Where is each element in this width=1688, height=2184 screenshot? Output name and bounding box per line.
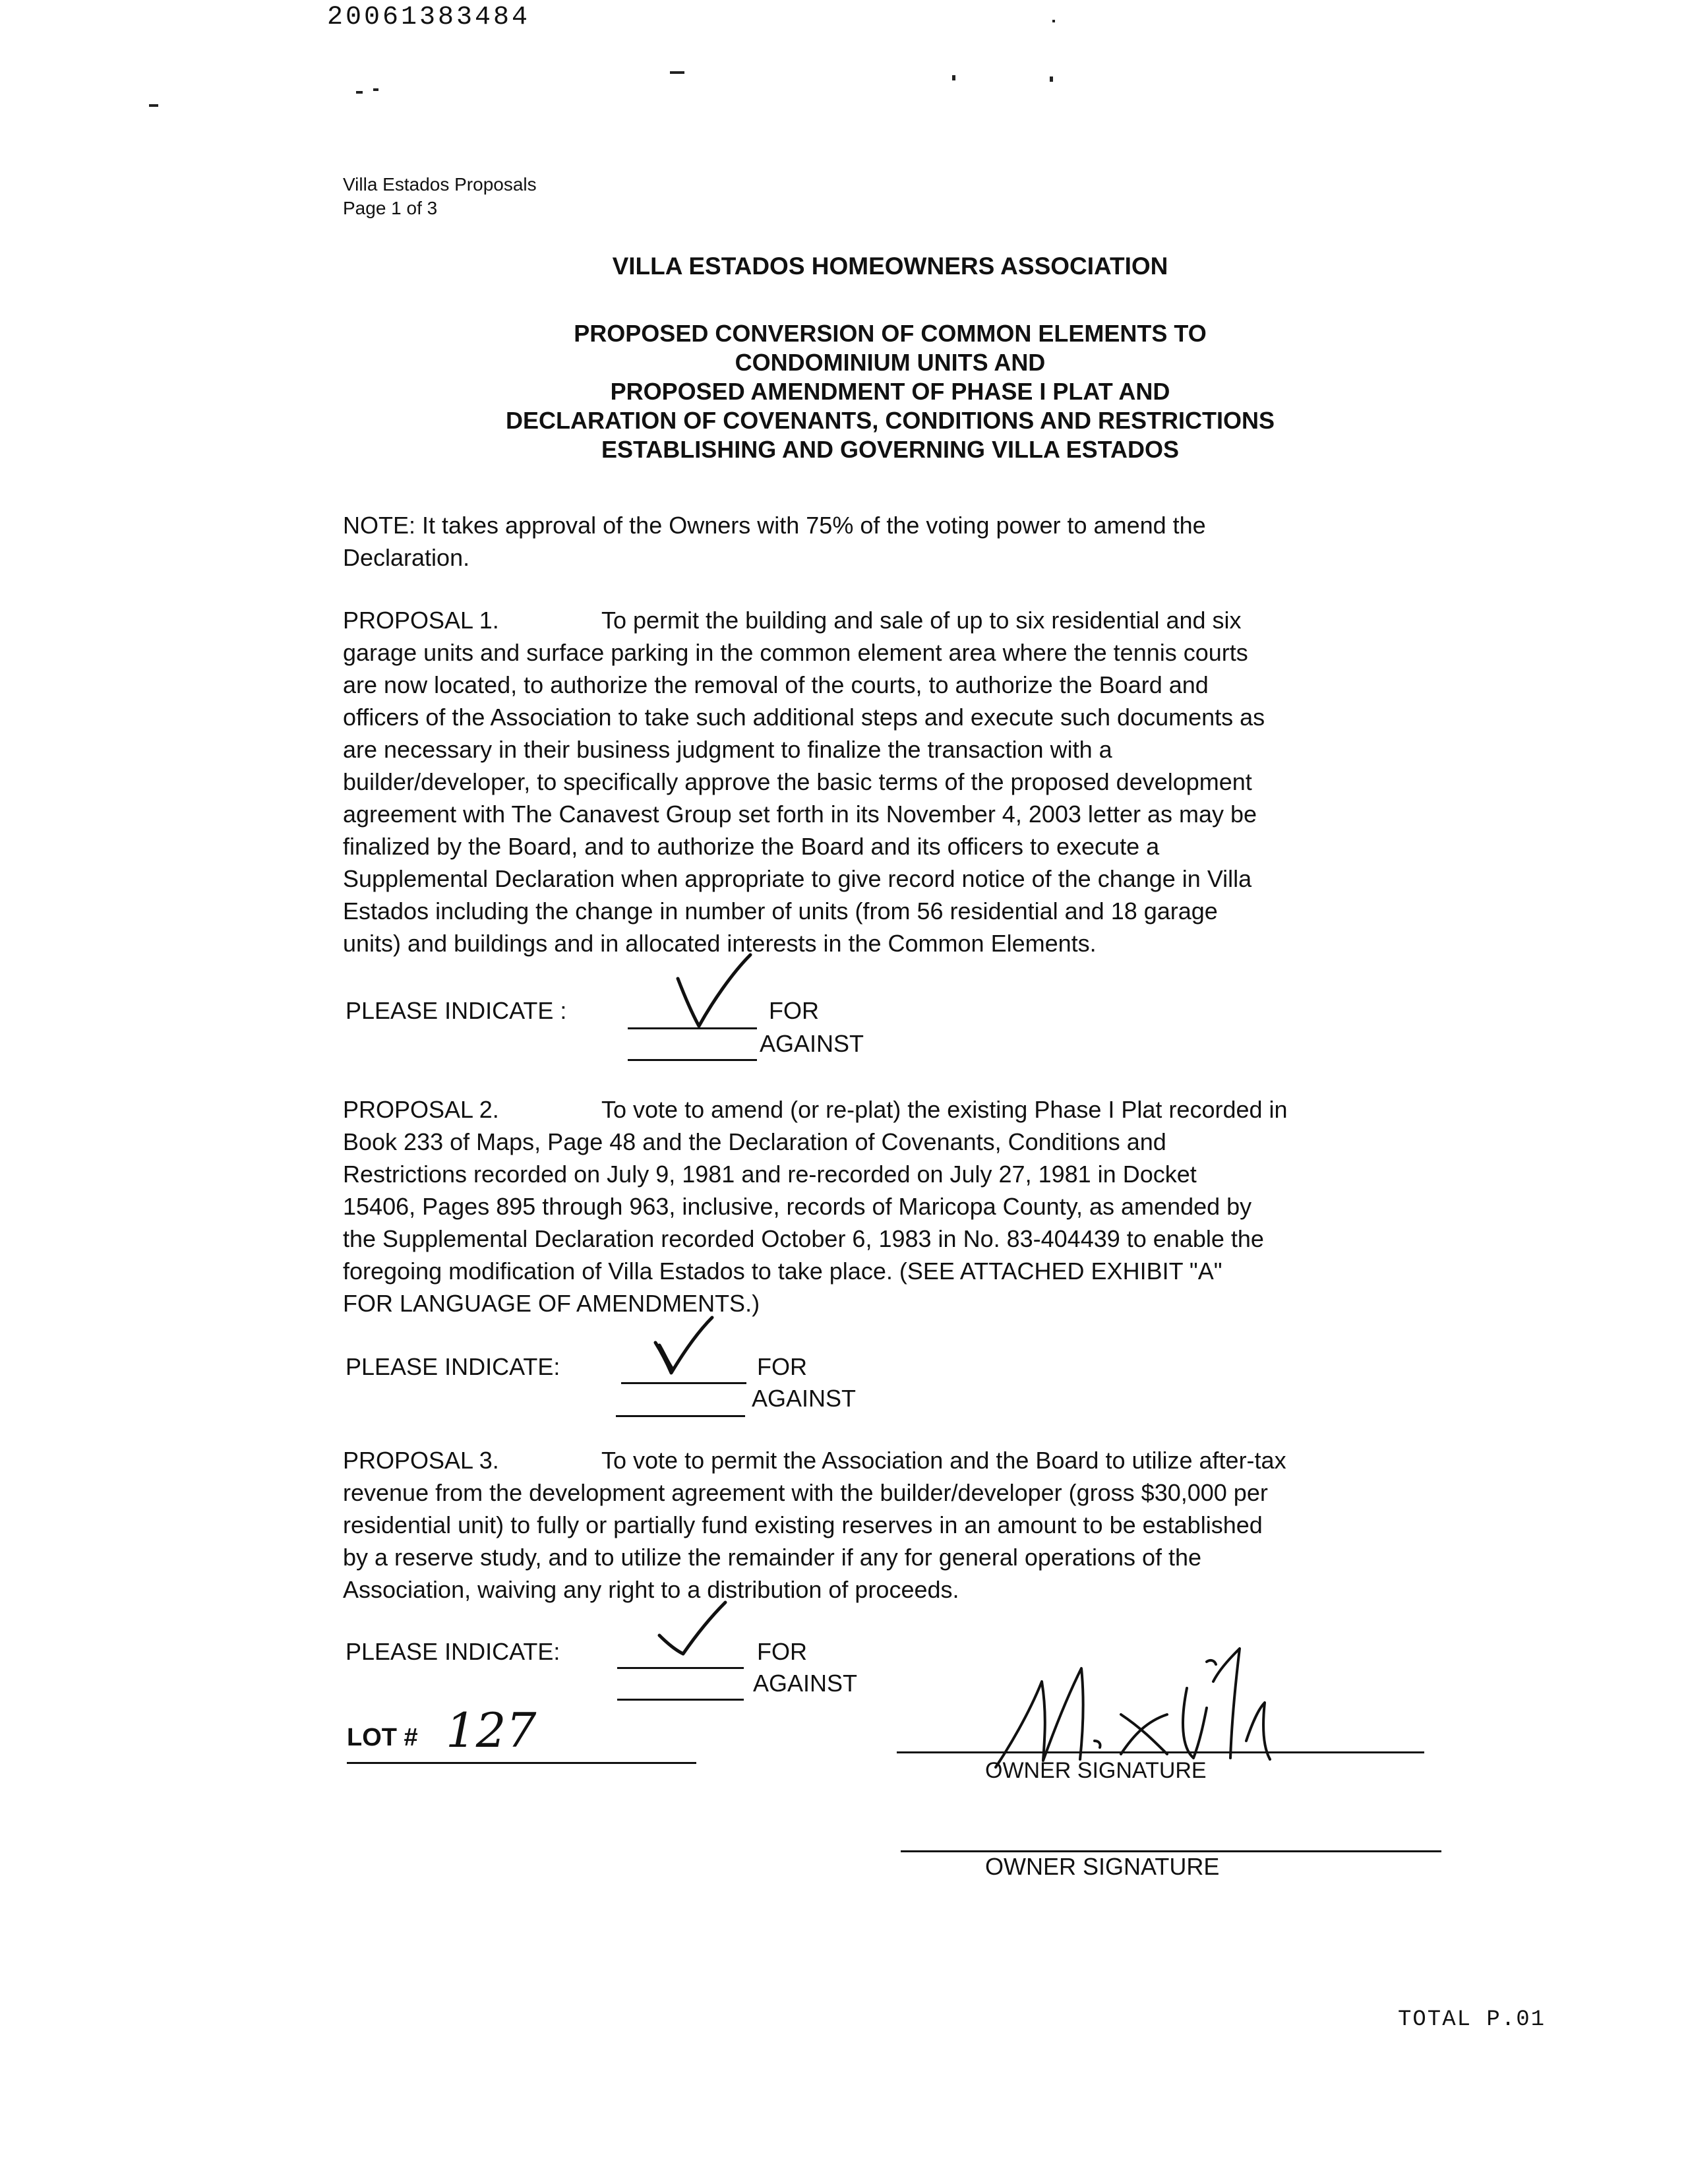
proposal-text: Supplemental Declaration when appropriate to give record notice of the change in Villa — [343, 865, 1252, 892]
proposal-text: finalized by the Board, and to authorize the Board and its officers to execute a — [343, 833, 1160, 860]
owner-signature-line-2[interactable] — [901, 1850, 1441, 1852]
checkmark-icon — [646, 1312, 719, 1385]
document-subtitle — [369, 319, 1411, 464]
subtitle-line: PROPOSED AMENDMENT OF PHASE I PLAT AND — [610, 378, 1170, 405]
owner-signature-label-1: OWNER SIGNATURE — [985, 1758, 1207, 1783]
proposal-text: are now located, to authorize the removal of the courts, to authorize the Board and — [343, 671, 1209, 698]
proposal-text: Restrictions recorded on July 9, 1981 and re-recorded on July 27, 1981 in Docket — [343, 1161, 1197, 1188]
proposal-label: PROPOSAL 3. — [343, 1447, 499, 1474]
proposal-text: Estados including the change in number of units (from 56 residential and 18 garage — [343, 897, 1218, 925]
header-page-number: Page 1 of 3 — [343, 198, 438, 218]
against-label: AGAINST — [760, 1030, 864, 1057]
for-line[interactable] — [617, 1667, 744, 1669]
proposal-text: Book 233 of Maps, Page 48 and the Declaration of Covenants, Conditions and — [343, 1128, 1166, 1155]
proposal-text: garage units and surface parking in the common element area where the tennis courts — [343, 639, 1248, 666]
proposal-text: revenue from the development agreement with the builder/developer (gross $30,000 per — [343, 1479, 1268, 1506]
please-indicate-label: PLEASE INDICATE : — [346, 997, 567, 1024]
proposal-text: the Supplemental Declaration recorded October 6, 1983 in No. 83-404439 to enable the — [343, 1225, 1264, 1252]
proposal-text: officers of the Association to take such additional steps and execute such documents as — [343, 704, 1265, 731]
please-indicate-label: PLEASE INDICATE: — [346, 1353, 560, 1380]
proposal-text: foregoing modification of Villa Estados to take place. (SEE ATTACHED EXHIBIT "A" — [343, 1258, 1222, 1285]
proposal-text: agreement with The Canavest Group set forth in its November 4, 2003 letter as may be — [343, 801, 1257, 828]
against-line[interactable] — [617, 1699, 744, 1701]
subtitle-line: DECLARATION OF COVENANTS, CONDITIONS AND RESTRICTIONS — [505, 407, 1275, 434]
subtitle-line: ESTABLISHING AND GOVERNING VILLA ESTADOS — [601, 436, 1180, 463]
proposal-text: To permit the building and sale of up to six residential and six — [601, 607, 1242, 634]
proposal-text: are necessary in their business judgment to finalize the transaction with a — [343, 736, 1112, 763]
lot-line — [347, 1762, 696, 1764]
for-label: FOR — [757, 1638, 807, 1665]
owner-signature-label-2: OWNER SIGNATURE — [985, 1853, 1220, 1880]
checkmark-icon — [653, 1596, 732, 1662]
proposal-text: To vote to amend (or re-plat) the existing Phase I Plat recorded in — [601, 1096, 1288, 1123]
proposal-label: PROPOSAL 1. — [343, 607, 499, 634]
against-line[interactable] — [616, 1415, 745, 1417]
proposal-text: Association, waiving any right to a distribution of proceeds. — [343, 1576, 959, 1603]
owner-signature-line-1[interactable] — [897, 1751, 1424, 1753]
proposal-text: 15406, Pages 895 through 963, inclusive, records of Maricopa County, as amended by — [343, 1193, 1252, 1220]
note — [343, 509, 1464, 574]
subtitle-line: PROPOSED CONVERSION OF COMMON ELEMENTS TO — [574, 320, 1207, 347]
lot-label: LOT # — [347, 1724, 418, 1751]
note-line: Declaration. — [343, 544, 470, 571]
proposal-3 — [343, 1444, 1464, 1606]
please-indicate-label: PLEASE INDICATE: — [346, 1638, 560, 1665]
for-label: FOR — [757, 1353, 807, 1380]
for-label: FOR — [769, 997, 819, 1024]
page-header — [343, 173, 537, 220]
document-id: 20061383484 — [326, 3, 531, 32]
subtitle-line: CONDOMINIUM UNITS AND — [735, 349, 1046, 376]
proposal-text: units) and buildings and in allocated interests in the Common Elements. — [343, 930, 1097, 957]
proposal-label: PROPOSAL 2. — [343, 1096, 499, 1123]
against-label: AGAINST — [753, 1670, 858, 1697]
against-label: AGAINST — [752, 1385, 857, 1412]
proposal-text: FOR LANGUAGE OF AMENDMENTS.) — [343, 1290, 760, 1317]
proposal-text: To vote to permit the Association and the Board to utilize after-tax — [601, 1447, 1286, 1474]
proposal-text: by a reserve study, and to utilize the remainder if any for general operations of the — [343, 1544, 1202, 1571]
proposal-text: residential unit) to fully or partially fund existing reserves in an amount to be established — [343, 1511, 1263, 1538]
proposal-text: builder/developer, to specifically approve the basic terms of the proposed development — [343, 768, 1252, 795]
proposal-2 — [343, 1093, 1464, 1320]
checkmark-icon — [666, 950, 758, 1035]
lot-number[interactable]: 127 — [446, 1703, 537, 1758]
fax-total-pages: TOTAL P.01 — [1398, 2007, 1546, 2032]
document-title: VILLA ESTADOS HOMEOWNERS ASSOCIATION — [612, 253, 1168, 280]
proposal-1 — [343, 604, 1464, 959]
against-line[interactable] — [628, 1059, 757, 1061]
note-line: NOTE: It takes approval of the Owners with 75% of the voting power to amend the — [343, 512, 1206, 539]
header-title: Villa Estados Proposals — [343, 174, 537, 195]
